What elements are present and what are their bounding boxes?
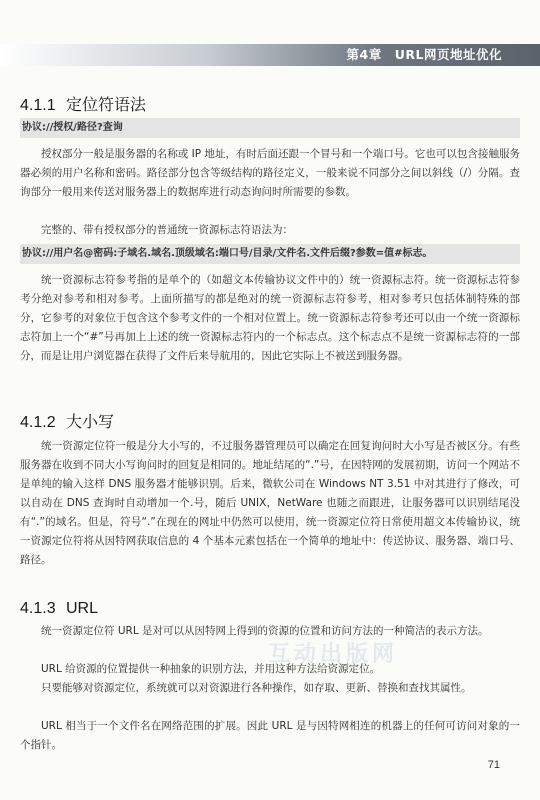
- section-heading-4-1-3: [20, 600, 98, 618]
- page-number: 71: [487, 759, 500, 771]
- paragraph: 授权部分一般是服务器的名称或 IP 地址，有时后面还跟一个冒号和一个端口号。它也可以包含接触服务器必须的用户名称和密码。路径部分包含等级结构的路径定义，一般来说不同部分之间以斜线（/）分隔。查询部分一般用来传送对服务器上的数据库进行动态询问时所需要的参数。: [20, 148, 520, 198]
- paragraph: URL 给资源的位置提供一种抽象的识别方法，并用这种方法给资源定位。: [41, 663, 381, 675]
- chapter-header-bar: [0, 44, 540, 66]
- paragraph: URL 相当于一个文件名在网络范围的扩展。因此 URL 是与因特网相连的机器上的任何可访问对象的一个指针。: [20, 720, 520, 751]
- paragraph: 只要能够对资源定位，系统就可以对资源进行各种操作，如存取、更新、替换和查找其属性。: [41, 682, 472, 694]
- paragraph: 统一资源标志符参考指的是单个的（如超文本传输协议文件中的）统一资源标志符。统一资源标志符参考分绝对参考和相对参考。上面所描写的都是绝对的统一资源标志符参考，相对参考只包括体制特殊的部分，它参考的对象位于包含这个参考文件的一个相对位置上。统一资源标志符参考还可以由一个统一资源标志符加上一个“#”号再加上上述的统一资源标志符内的一个标志点。这个标志点不是统一资源标志符的一部分，而是让用户浏览器在获得了文件后来导航用的，因此它实际上不被送到服务器。: [20, 274, 520, 362]
- chapter-label: 第4章 URL网页地址优化: [346, 47, 502, 62]
- section-number: 4.1.1: [20, 97, 56, 114]
- syntax-line: 协议://授权/路径?查询: [20, 118, 520, 138]
- section-title: 定位符语法: [66, 97, 147, 114]
- paragraph: 完整的、带有授权部分的普通统一资源标志符语法为：: [41, 224, 293, 236]
- watermark: 互动出版网: [268, 642, 399, 667]
- section-number: 4.1.2: [20, 414, 56, 431]
- section-title: URL: [66, 600, 99, 617]
- section-heading-4-1-1: [20, 92, 146, 115]
- paragraph: 统一资源定位符一般是分大小写的，不过服务器管理员可以确定在回复询问时大小写是否被区分。有些服务器在收到不同大小写询问时的回复是相同的。地址结尾的“.”号，在因特网的发展初期，访问一个网站不是单纯的输入这样 DNS 服务器才能够识别。后来，微软公司在 Windows NT 3.51 中对其进行了修改，可以自动在 DNS 查询时自动增加一个.号，随后 UNIX，NetWare 也随之而跟进，让服务器可以识别结尾没有“.”的域名。但是，符号“.”在现在的网址中仍然可以使用，统一资源定位符日常使用超文本传输协议，统一资源定位符将从因特网获取信息的 4 个基本元素包括在一个简单的地址中：传送协议、服务器、端口号、路径。: [20, 440, 520, 566]
- paragraph: 统一资源定位符 URL 是对可以从因特网上得到的资源的位置和访问方法的一种简洁的表示方法。: [41, 625, 489, 637]
- syntax-line-full: 协议://用户名@密码:子域名.域名.顶级域名:端口号/目录/文件名.文件后缀?参数=值#标志。: [20, 244, 520, 264]
- section-title: 大小写: [66, 414, 115, 431]
- section-heading-4-1-2: [20, 409, 114, 432]
- section-number: 4.1.3: [20, 600, 56, 617]
